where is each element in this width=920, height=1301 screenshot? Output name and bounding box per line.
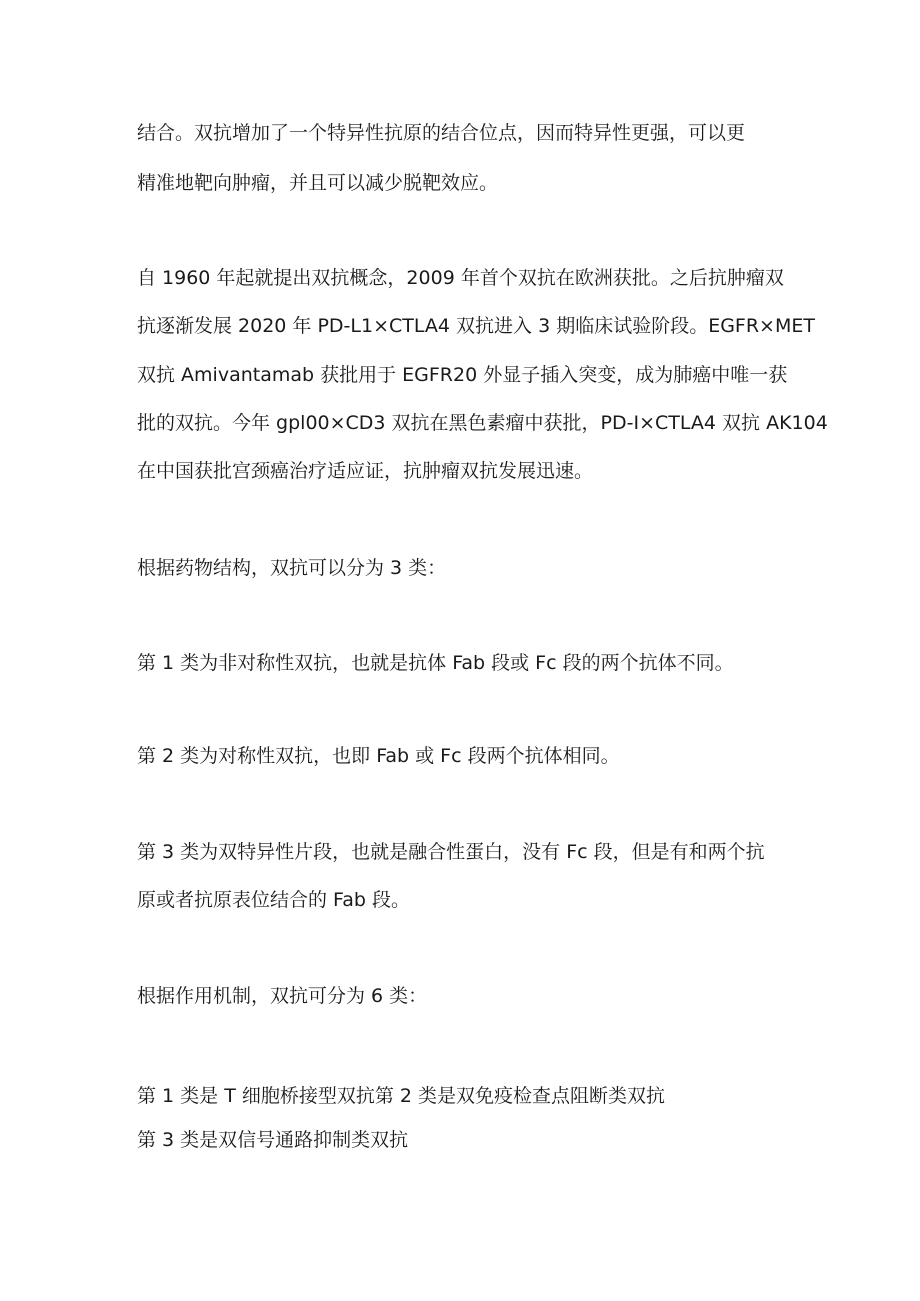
paragraph-3-line-1: 根据药物结构，双抗可以分为 3 类： bbox=[137, 557, 447, 579]
paragraph-2-line-4: 批的双抗。今年 gpl00×CD3 双抗在黑色素瘤中获批，PD-I×CTLA4 双抗 AK104 bbox=[137, 412, 828, 434]
paragraph-2-line-1: 自 1960 年起就提出双抗概念，2009 年首个双抗在欧洲获批。之后抗肿瘤双 bbox=[137, 267, 784, 289]
paragraph-6-line-1: 第 3 类为双特异性片段，也就是融合性蛋白，没有 Fc 段，但是有和两个抗 bbox=[137, 841, 765, 863]
paragraph-1-line-2: 精准地靶向肿瘤，并且可以减少脱靶效应。 bbox=[137, 172, 499, 194]
paragraph-1-line-1: 结合。双抗增加了一个特异性抗原的结合位点，因而特异性更强，可以更 bbox=[137, 122, 746, 144]
paragraph-2-line-5: 在中国获批宫颈癌治疗适应证，抗肿瘤双抗发展迅速。 bbox=[137, 460, 594, 482]
paragraph-4-line-1: 第 1 类为非对称性双抗，也就是抗体 Fab 段或 Fc 段的两个抗体不同。 bbox=[137, 652, 734, 674]
paragraph-5-line-1: 第 2 类为对称性双抗，也即 Fab 或 Fc 段两个抗体相同。 bbox=[137, 745, 620, 767]
paragraph-8-line-2: 第 3 类是双信号通路抑制类双抗 bbox=[137, 1129, 409, 1151]
paragraph-8-line-1: 第 1 类是 T 细胞桥接型双抗第 2 类是双免疫检查点阻断类双抗 bbox=[137, 1085, 666, 1107]
paragraph-2-line-2: 抗逐渐发展 2020 年 PD-L1×CTLA4 双抗进入 3 期临床试验阶段。EGFR×MET bbox=[137, 315, 815, 337]
paragraph-2-line-3: 双抗 Amivantamab 获批用于 EGFR20 外显子插入突变，成为肺癌中唯一获 bbox=[137, 364, 788, 386]
paragraph-7-line-1: 根据作用机制，双抗可分为 6 类： bbox=[137, 985, 428, 1007]
paragraph-6-line-2: 原或者抗原表位结合的 Fab 段。 bbox=[137, 889, 410, 911]
